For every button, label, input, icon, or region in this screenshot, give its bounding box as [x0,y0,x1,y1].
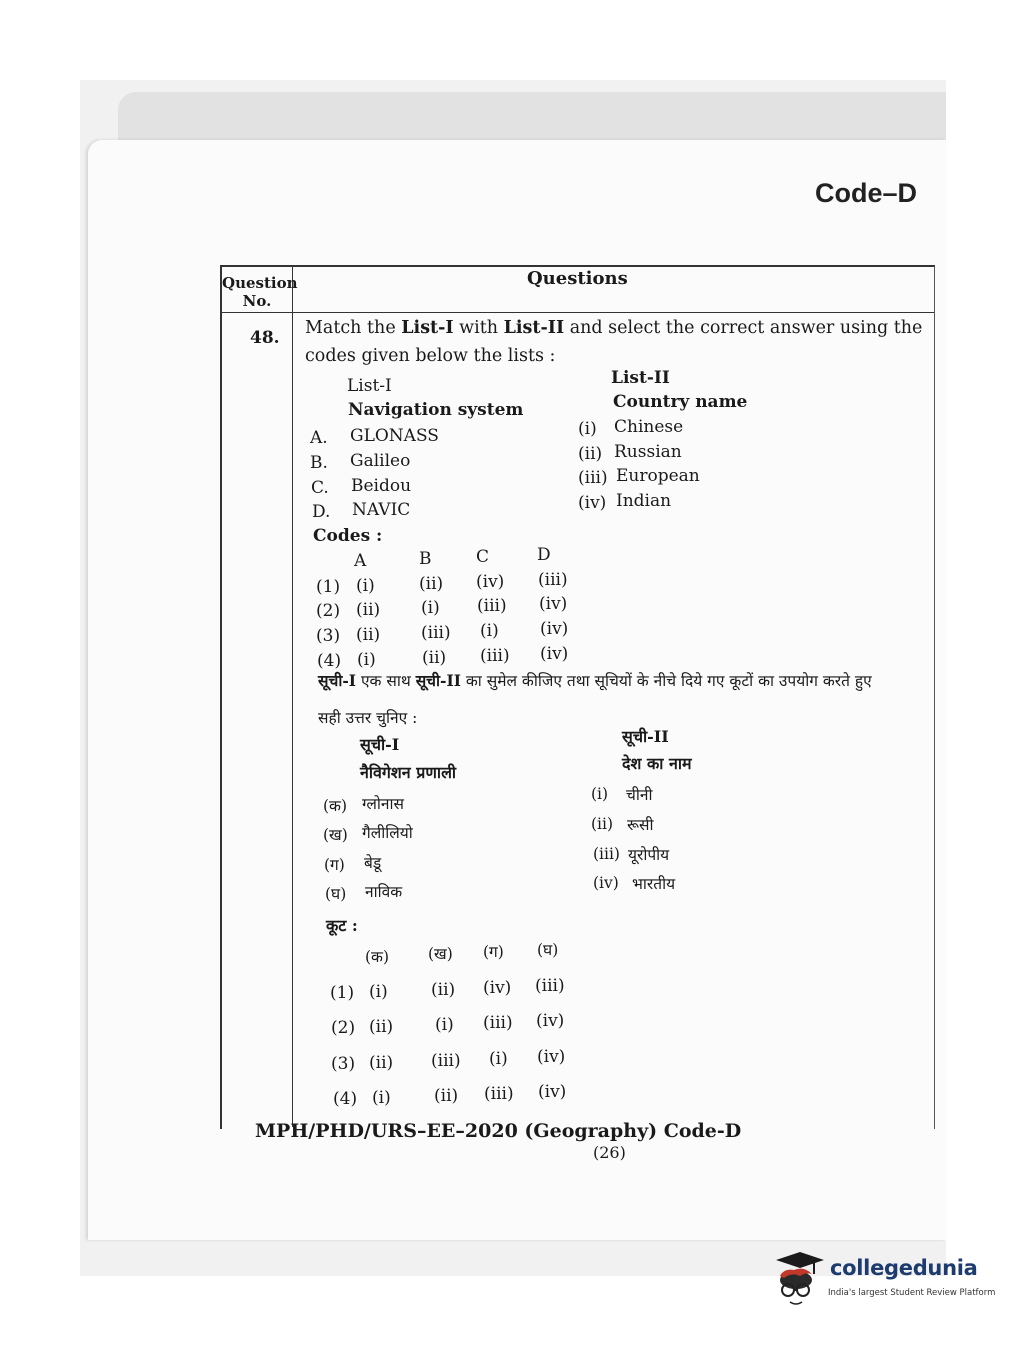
code-value: (i) [356,576,375,596]
hindi-codes-header: (घ) [537,941,559,959]
hindi-code-value: (iii) [535,976,565,996]
hindi-code-option-number: (4) [333,1089,358,1109]
code-value: (iv) [540,619,569,639]
list1-item: Beidou [351,476,412,496]
code-value: (iv) [476,572,505,592]
paper-footer: MPH/PHD/URS–EE–2020 (Geography) Code-D [255,1120,742,1142]
hindi-code-value: (iv) [536,1011,565,1031]
list2-item: Indian [616,491,672,511]
list2-key: (ii) [578,444,603,464]
list1-item: NAVIC [352,500,411,520]
code-option-number: (1) [316,577,341,597]
list2-key: (iv) [578,493,607,513]
list1-key: D. [312,502,331,522]
list1-subtitle: Navigation system [348,400,524,420]
code-value: (iii) [477,596,507,616]
code-value: (iv) [539,594,568,614]
hindi-code-value: (i) [372,1088,391,1108]
code-value: (iii) [538,570,568,590]
hindi-code-value: (i) [369,982,388,1002]
hindi-stem-line2: सही उत्तर चुनिए : [318,709,418,727]
hindi-list1-key: (ख) [323,826,348,844]
list1-key: B. [310,453,328,473]
hindi-list1-key: (ग) [324,856,345,874]
hindi-list1-item: बेडू [364,854,382,872]
hindi-list2-item: चीनी [626,786,653,804]
code-value: (iii) [480,646,510,666]
hindi-list2-key: (iii) [593,845,620,863]
code-value: (i) [421,598,440,618]
hindi-code-value: (iv) [537,1047,566,1067]
mascot-icon [770,1250,826,1310]
list2-title: List-II [611,368,670,388]
code-option-number: (4) [317,651,342,671]
list2-item: European [616,466,700,486]
codes-header: A [354,551,367,571]
hindi-codes-header: (ग) [483,943,504,961]
list1-item: GLONASS [350,426,439,446]
codes-header: B [419,549,432,569]
hindi-list2-key: (iv) [593,874,619,892]
code-value: (ii) [356,600,381,620]
hindi-list2-key: (i) [591,785,609,803]
codes-header: C [476,547,490,567]
hindi-stem-line1: सूची-I एक साथ सूची-II का सुमेल कीजिए तथा सूचियों के नीचे दिये गए कूटों का उपयोग करते हुए [318,671,872,690]
hindi-list1-item: ग्लोनास [362,795,404,813]
hindi-codes-header: (क) [365,948,389,966]
hindi-code-value: (i) [435,1015,454,1035]
list2-subtitle: Country name [613,392,748,412]
code-value: (ii) [419,574,444,594]
watermark-tagline: India's largest Student Review Platform [828,1288,996,1298]
code-option-number: (2) [316,601,341,621]
code-option-number: (3) [316,626,341,646]
list2-item: Russian [614,442,682,462]
hindi-list1-key: (घ) [325,885,347,903]
hindi-code-value: (i) [489,1049,508,1069]
hindi-code-value: (iii) [431,1051,461,1071]
hindi-code-value: (ii) [434,1086,459,1106]
list1-item: Galileo [350,451,411,471]
list2-key: (iii) [578,468,608,488]
hindi-code-value: (iv) [538,1082,567,1102]
hindi-list1-item: नाविक [365,883,403,901]
code-value: (ii) [422,648,447,668]
watermark-brand-name: collegedunia [830,1256,978,1280]
table-header-divider [220,312,934,313]
list1-key: A. [310,428,328,448]
column-header-questions: Questions [527,268,628,289]
hindi-code-value: (ii) [369,1053,394,1073]
hindi-list1-key: (क) [323,797,347,815]
hindi-list1-title: सूची-I [360,735,400,754]
code-value: (ii) [356,625,381,645]
hindi-list2-item: रूसी [627,816,654,834]
hindi-list2-item: भारतीय [632,875,676,893]
list1-title: List-I [347,376,392,396]
column-header-question-no: Question No. [222,274,298,310]
hindi-code-value: (ii) [369,1017,394,1037]
hindi-list2-key: (ii) [591,815,614,833]
list1-key: C. [311,478,329,498]
hindi-codes-label: कूट : [326,916,358,935]
list2-item: Chinese [614,417,684,437]
question-stem-line2: codes given below the lists : [305,346,556,366]
code-value: (iii) [421,623,451,643]
code-value: (iv) [540,644,569,664]
hindi-code-option-number: (1) [330,983,355,1003]
hindi-list2-item: यूरोपीय [628,846,670,864]
question-table [220,265,935,1129]
list2-key: (i) [578,419,597,439]
hindi-code-value: (iv) [483,978,512,998]
hindi-list1-subtitle: नैविगेशन प्रणाली [360,763,457,782]
hindi-code-option-number: (3) [331,1054,356,1074]
hindi-list1-item: गैलीलियो [362,824,413,842]
hindi-code-value: (iii) [483,1013,513,1033]
page-number: (26) [593,1143,626,1162]
table-column-divider [292,267,293,1127]
question-stem-line1: Match the List-I with List-II and select the correct answer using the [305,318,923,338]
question-number: 48. [250,328,280,348]
hindi-list2-subtitle: देश का नाम [622,754,692,773]
hindi-code-option-number: (2) [331,1018,356,1038]
codes-header: D [537,545,551,565]
hindi-code-value: (iii) [484,1084,514,1104]
hindi-code-value: (ii) [431,980,456,1000]
code-value: (i) [480,621,499,641]
paper-code: Code–D [815,178,918,208]
code-value: (i) [357,650,376,670]
hindi-list2-title: सूची-II [622,727,669,746]
hindi-codes-header: (ख) [428,945,453,963]
codes-label: Codes : [313,526,383,546]
collegedunia-watermark [770,1250,1000,1310]
